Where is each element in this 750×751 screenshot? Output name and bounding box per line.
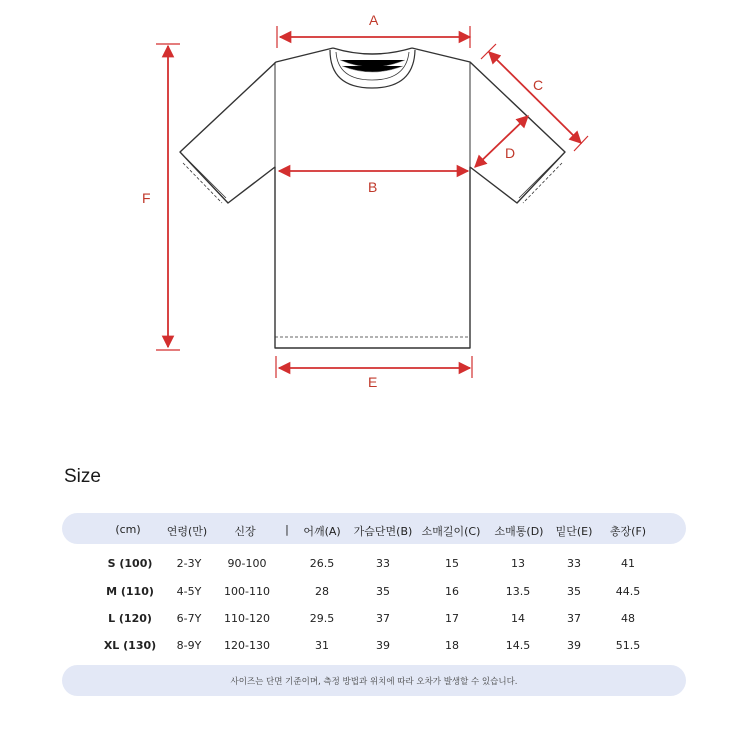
table-cell: 90-100	[227, 557, 267, 570]
tshirt-outline	[180, 48, 565, 348]
size-heading: Size	[64, 466, 101, 487]
table-cell: 44.5	[615, 585, 641, 598]
table-cell: 37	[567, 612, 581, 625]
table-cell: 29.5	[309, 612, 335, 625]
table-cell: 33	[567, 557, 581, 570]
table-cell: 14.5	[505, 639, 531, 652]
table-cell: 31	[315, 639, 329, 652]
table-row-label: S (100)	[107, 557, 153, 570]
label-a: A	[369, 12, 379, 28]
table-cell: 100-110	[224, 585, 270, 598]
table-cell: 14	[511, 612, 525, 625]
table-cell: 35	[567, 585, 581, 598]
table-cell: 18	[445, 639, 459, 652]
table-cell: 48	[621, 612, 635, 625]
table-cell: 39	[376, 639, 390, 652]
label-e: E	[368, 374, 378, 390]
header-sleeve-length: 소매길이(C)	[421, 525, 481, 538]
header-chest: 가슴단면(B)	[353, 525, 413, 538]
table-cell: 37	[376, 612, 390, 625]
table-cell: 15	[445, 557, 459, 570]
arrow-c	[489, 52, 581, 143]
header-shoulder: 어깨(A)	[303, 525, 341, 538]
table-cell: 26.5	[309, 557, 335, 570]
table-cell: 4-5Y	[176, 585, 202, 598]
table-cell: 8-9Y	[176, 639, 202, 652]
table-cell: 41	[621, 557, 635, 570]
table-cell: 28	[315, 585, 329, 598]
header-unit: (cm)	[115, 523, 141, 536]
table-cell: 13.5	[505, 585, 531, 598]
table-cell: 6-7Y	[176, 612, 202, 625]
label-f: F	[142, 190, 151, 206]
header-total-length: 총장(F)	[609, 525, 647, 538]
label-c: C	[533, 77, 544, 93]
table-row-label: L (120)	[108, 612, 152, 625]
measurement-note: 사이즈는 단면 기준이며, 측정 방법과 위치에 따라 오차가 발생할 수 있습니다.	[62, 665, 686, 696]
table-cell: 2-3Y	[176, 557, 202, 570]
table-cell: 120-130	[224, 639, 270, 652]
table-cell: 17	[445, 612, 459, 625]
table-cell: 33	[376, 557, 390, 570]
table-row-label: XL (130)	[103, 639, 157, 652]
header-divider: |	[285, 523, 289, 536]
table-cell: 13	[511, 557, 525, 570]
arrow-d	[475, 116, 528, 167]
header-hem: 밑단(E)	[555, 525, 593, 538]
table-cell: 35	[376, 585, 390, 598]
label-d: D	[505, 145, 516, 161]
table-cell: 51.5	[615, 639, 641, 652]
header-sleeve-width: 소매통(D)	[494, 525, 544, 538]
measurement-arrows	[156, 26, 588, 378]
label-b: B	[368, 179, 378, 195]
table-row-label: M (110)	[106, 585, 154, 598]
table-cell: 16	[445, 585, 459, 598]
header-height: 신장	[234, 525, 256, 538]
header-age: 연령(만)	[166, 525, 208, 538]
table-cell: 39	[567, 639, 581, 652]
table-cell: 110-120	[224, 612, 270, 625]
collar-rib	[340, 60, 405, 72]
